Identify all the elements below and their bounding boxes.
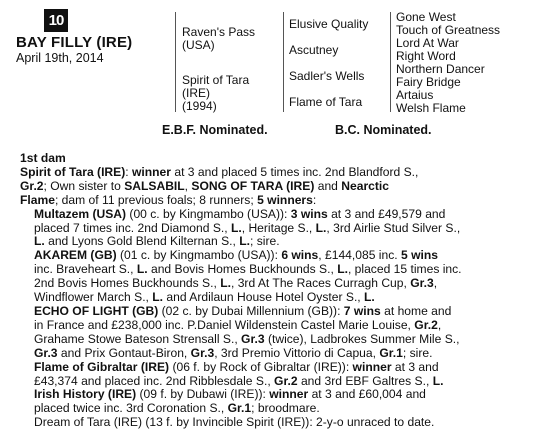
text-segment: (06 f. by Rock of Gibraltar (IRE)):: [169, 359, 353, 374]
text-segment: ECHO OF LIGHT (GB): [34, 303, 159, 318]
dam-sire: Sadler's Wells: [289, 69, 365, 83]
text-segment: (00 c. by Kingmambo (USA)):: [126, 206, 291, 221]
text-segment: L.: [136, 262, 148, 277]
first-dam-line: [20, 361, 540, 375]
text-segment: 2nd Bovis Homes Buckhounds S.,: [34, 276, 221, 291]
first-dam-line: [20, 388, 540, 402]
text-segment: , 3rd Airlie Stud Silver S.,: [326, 220, 461, 235]
text-segment: 3 wins: [290, 206, 328, 221]
text-segment: and Ardilaun House Hotel Oyster S.,: [163, 290, 365, 305]
pedigree-divider-1: [175, 12, 176, 112]
bc-nomination: B.C. Nominated.: [335, 123, 432, 137]
first-dam-line: [20, 319, 540, 333]
text-segment: L.: [315, 220, 327, 235]
first-dam-line: [20, 194, 540, 208]
first-dam-line: [20, 333, 540, 347]
text-segment: Flame of Gibraltar (IRE): [34, 359, 170, 374]
text-segment: and Bovis Homes Buckhounds S.,: [147, 262, 338, 277]
text-segment: , Heritage S.,: [241, 220, 316, 235]
first-dam-heading: 1st dam: [20, 151, 66, 165]
text-segment: L.: [337, 262, 348, 277]
horse-title: BAY FILLY (IRE): [16, 34, 133, 51]
first-dam-line: [20, 222, 540, 236]
text-segment: L.: [152, 290, 164, 305]
text-segment: winner: [352, 359, 392, 374]
text-segment: winner: [269, 387, 309, 402]
first-dam-line: [20, 166, 540, 180]
first-dam-section: [20, 152, 540, 430]
pedigree-divider-2: [283, 12, 284, 112]
text-segment: £43,374 and placed inc. 2nd Ribblesdale S.,: [34, 373, 275, 388]
text-segment: L.: [34, 234, 45, 249]
text-segment: Flame: [20, 192, 55, 207]
dam-dam: Flame of Tara: [289, 95, 363, 109]
text-segment: L.: [230, 220, 242, 235]
text-segment: and: [314, 178, 342, 193]
first-dam-text: [20, 166, 540, 430]
text-segment: (twice), Ladbrokes Summer Mile S.,: [264, 331, 460, 346]
text-segment: Gr.2: [20, 178, 44, 193]
sire-sire: Elusive Quality: [289, 17, 369, 31]
text-segment: (01 c. by Kingmambo (USA)):: [116, 248, 282, 263]
text-segment: Gr.1: [379, 345, 403, 360]
text-segment: SONG OF TARA (IRE): [191, 178, 315, 193]
text-segment: at 3 and £49,579 and: [327, 206, 446, 221]
text-segment: :: [312, 192, 317, 207]
text-segment: ,: [184, 178, 192, 193]
text-segment: ,: [433, 276, 438, 291]
g3-ancestor: Artaius: [396, 88, 434, 102]
text-segment: Gr.2: [274, 373, 298, 388]
dam-name: Spirit of Tara: [182, 73, 250, 87]
text-segment: 6 wins: [281, 248, 319, 263]
dam-year: (1994): [182, 99, 217, 113]
sire-dam: Ascutney: [289, 43, 339, 57]
text-segment: 7 wins: [343, 303, 381, 318]
text-segment: , 3rd Premio Vittorio di Capua,: [214, 345, 380, 360]
ebf-nomination: E.B.F. Nominated.: [162, 123, 268, 137]
text-segment: (02 c. by Dubai Millennium (GB)):: [158, 303, 344, 318]
dam-country: (IRE): [182, 86, 210, 100]
g3-ancestor: Touch of Greatness: [396, 23, 501, 37]
text-segment: , 3rd At The Races Curragh Cup,: [230, 276, 411, 291]
text-segment: 5 wins: [400, 248, 438, 263]
text-segment: at 3 and £60,004 and: [308, 387, 426, 402]
text-segment: L.: [239, 234, 251, 249]
text-segment: inc. Braveheart S.,: [34, 262, 137, 277]
text-segment: ; sire.: [250, 234, 280, 249]
text-segment: Gr.2: [414, 317, 438, 332]
foaling-date: April 19th, 2014: [16, 51, 104, 65]
text-segment: at home and: [380, 303, 452, 318]
first-dam-line: [20, 375, 540, 389]
first-dam-line: [20, 208, 540, 222]
text-segment: Spirit of Tara (IRE): [20, 164, 126, 179]
text-segment: ; Own sister to: [43, 178, 125, 193]
text-segment: , placed 15 times inc.: [347, 262, 462, 277]
text-segment: AKAREM (GB): [34, 248, 117, 263]
text-segment: L.: [432, 373, 444, 388]
pedigree-divider-3: [390, 12, 391, 112]
text-segment: at 3 and: [391, 359, 439, 374]
text-segment: :: [125, 164, 132, 179]
g3-ancestor: Gone West: [396, 10, 456, 24]
sire-country: (USA): [182, 38, 215, 52]
text-segment: placed 7 times inc. 2nd Diamond S.,: [34, 220, 231, 235]
text-segment: Grahame Stowe Bateson Strensall S.,: [34, 331, 242, 346]
text-segment: (09 f. by Dubawi (IRE)):: [136, 387, 270, 402]
lot-number-badge: 10: [44, 9, 68, 32]
text-segment: at 3 and placed 5 times inc. 2nd Blandford S.,: [170, 164, 419, 179]
text-segment: Gr.1: [227, 401, 252, 416]
text-segment: Dream of Tara (IRE) (13 f. by Invincible Spirit (IRE)): 2-y-o unraced to date.: [34, 415, 435, 430]
text-segment: and Lyons Gold Blend Kilternan S.,: [44, 234, 240, 249]
text-segment: Gr.3: [34, 345, 58, 360]
text-segment: ; sire.: [402, 345, 433, 360]
text-segment: Gr.3: [241, 331, 265, 346]
first-dam-line: [20, 305, 540, 319]
g3-ancestor: Northern Dancer: [396, 62, 485, 76]
first-dam-line: [20, 235, 540, 249]
first-dam-line: [20, 249, 540, 263]
text-segment: 5 winners: [257, 192, 313, 207]
text-segment: Multazem (USA): [34, 206, 127, 221]
text-segment: L.: [364, 290, 375, 305]
text-segment: in France and £238,000 inc. P.Daniel Wildenstein Castel Marie Louise,: [34, 317, 415, 332]
sire-name: Raven's Pass: [182, 25, 255, 39]
first-dam-line: [20, 277, 540, 291]
first-dam-line: [20, 291, 540, 305]
text-segment: and 3rd EBF Galtres S.,: [297, 373, 433, 388]
first-dam-line: [20, 402, 540, 416]
text-segment: and Prix Gontaut-Biron,: [57, 345, 191, 360]
text-segment: , £144,085 inc.: [318, 248, 401, 263]
text-segment: winner: [132, 164, 171, 179]
text-segment: L.: [220, 276, 231, 291]
text-segment: Windflower March S.,: [34, 290, 153, 305]
text-segment: ; broodmare.: [251, 401, 320, 416]
text-segment: ,: [437, 317, 442, 332]
g3-ancestor: Right Word: [396, 49, 456, 63]
first-dam-line: [20, 263, 540, 277]
text-segment: Gr.3: [190, 345, 215, 360]
g3-ancestor: Welsh Flame: [396, 101, 466, 115]
first-dam-line: [20, 347, 540, 361]
text-segment: Nearctic: [341, 178, 389, 193]
g3-ancestor: Lord At War: [396, 36, 459, 50]
text-segment: placed twice inc. 3rd Coronation S.,: [34, 401, 228, 416]
first-dam-line: [20, 180, 540, 194]
g3-ancestor: Fairy Bridge: [396, 75, 461, 89]
text-segment: Irish History (IRE): [34, 387, 137, 402]
text-segment: ; dam of 11 previous foals; 8 runners;: [54, 192, 258, 207]
text-segment: SALSABIL: [124, 178, 185, 193]
first-dam-line: [20, 416, 540, 430]
text-segment: Gr.3: [410, 276, 434, 291]
